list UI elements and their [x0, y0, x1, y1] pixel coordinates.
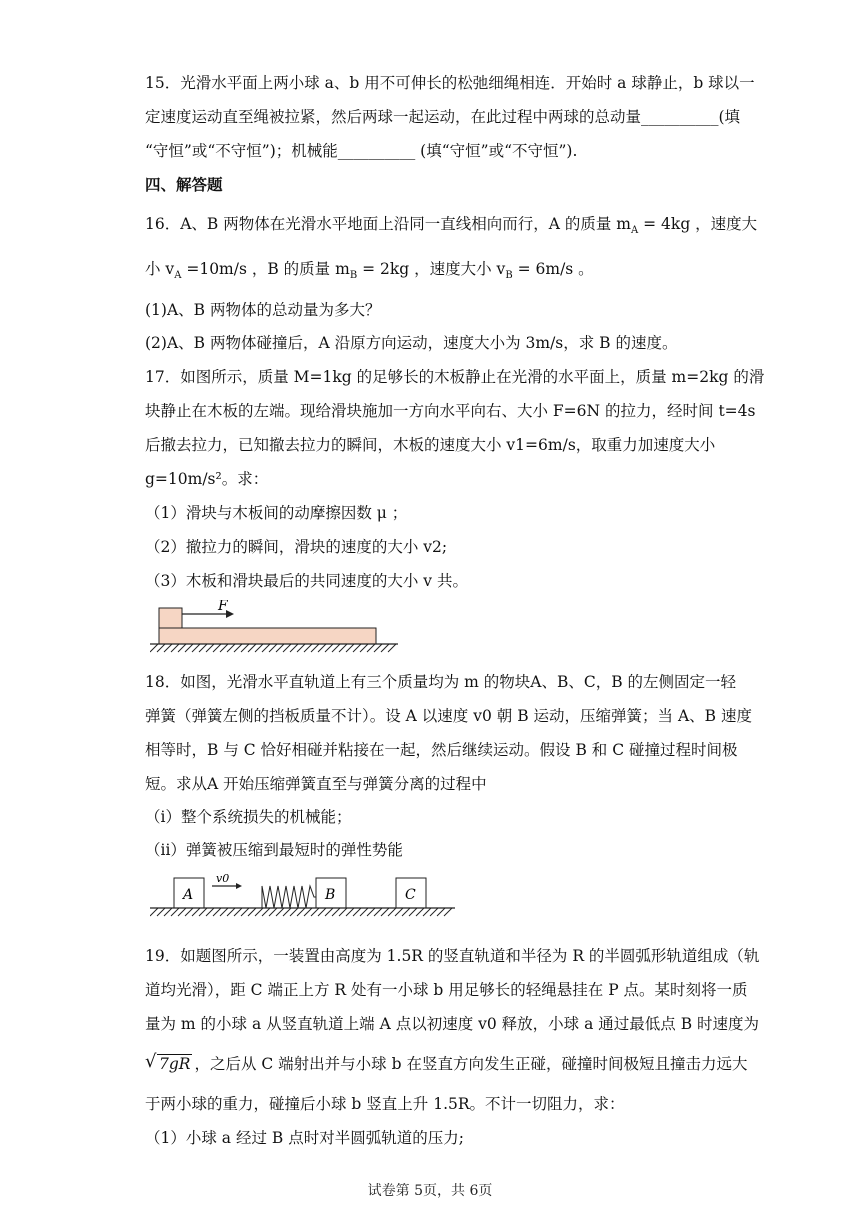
hatch-mark	[157, 908, 165, 916]
hatch-mark	[164, 908, 172, 916]
q16-part-2: (2)A、B 两物体碰撞后，A 沿原方向运动，速度大小为 3m/s，求 B 的速度。	[145, 334, 678, 352]
hatch-mark	[444, 908, 452, 916]
hatch-mark	[262, 644, 270, 652]
hatch-mark	[220, 644, 228, 652]
block-c-label: C	[405, 887, 416, 903]
q15-line-3: “守恒”或“不守恒”)；机械能__________ (填“守恒”或“不守恒”).	[145, 142, 578, 160]
hatch-mark	[262, 908, 270, 916]
hatch-mark	[178, 644, 186, 652]
hatch-mark	[297, 908, 305, 916]
hatch-mark	[234, 908, 242, 916]
hatch-mark	[339, 644, 347, 652]
block-a-label: A	[183, 887, 194, 903]
hatch-mark	[290, 644, 298, 652]
hatch-mark	[276, 908, 284, 916]
hatch-mark	[241, 644, 249, 652]
q15-line-2: 定速度运动直至绳被拉紧，然后两球一起运动，在此过程中两球的总动量__________(填	[145, 108, 741, 126]
q18-part-1: （i）整个系统损失的机械能；	[145, 808, 352, 826]
hatch-mark	[241, 908, 249, 916]
hatch-mark	[213, 644, 221, 652]
hatch-mark	[381, 908, 389, 916]
hatch-mark	[360, 908, 368, 916]
block-b-label: B	[325, 887, 336, 903]
force-label: F	[218, 600, 228, 614]
q19-line-4	[145, 1053, 747, 1075]
slider-block	[159, 608, 182, 628]
hatch-mark	[185, 908, 193, 916]
q19-part-1: （1）小球 a 经过 B 点时对半圆弧轨道的压力;	[145, 1129, 464, 1147]
hatch-mark	[367, 908, 375, 916]
hatch-mark	[374, 644, 382, 652]
hatch-mark	[283, 644, 291, 652]
q18-figure	[150, 872, 460, 924]
hatch-mark	[213, 908, 221, 916]
hatch-mark	[332, 908, 340, 916]
velocity-label: v0	[216, 872, 230, 885]
wood-board	[159, 628, 376, 644]
q16-l2-b: =10m/s ，B 的质量 m	[181, 260, 350, 278]
hatch-mark	[332, 644, 340, 652]
hatch-mark	[164, 644, 172, 652]
hatch-mark	[304, 644, 312, 652]
hatch-mark	[206, 644, 214, 652]
hatch-mark	[318, 644, 326, 652]
hatch-mark	[346, 644, 354, 652]
track-hatch	[150, 908, 452, 916]
hatch-mark	[388, 644, 396, 652]
q16-part-1: (1)A、B 两物体的总动量为多大？	[145, 301, 381, 319]
q17-part-3: （3）木板和滑块最后的共同速度的大小 v 共。	[145, 572, 468, 590]
q18-line-2: 弹簧（弹簧左侧的挡板质量不计）。设 A 以速度 v0 朝 B 运动，压缩弹簧；当 A、B 速度	[145, 707, 752, 725]
hatch-mark	[402, 908, 410, 916]
hatch-mark	[234, 644, 242, 652]
hatch-mark	[283, 908, 291, 916]
q18-line-3: 相等时，B 与 C 恰好相碰并粘接在一起，然后继续运动。假设 B 和 C 碰撞过程时间极	[145, 741, 738, 759]
sqrt-radicand: 7gR	[159, 1055, 191, 1073]
q17-line-4: g=10m/s²。求：	[145, 470, 269, 488]
hatch-mark	[430, 908, 438, 916]
q16-line-1	[145, 213, 757, 242]
hatch-mark	[367, 644, 375, 652]
q18-line-1: 18．如图，光滑水平直轨道上有三个质量均为 m 的物块A、B、C，B 的左侧固定一轻	[145, 673, 737, 691]
hatch-mark	[346, 908, 354, 916]
hatch-mark	[227, 644, 235, 652]
q17-part-1: （1）滑块与木板间的动摩擦因数 μ ；	[145, 504, 408, 522]
hatch-mark	[206, 908, 214, 916]
hatch-mark	[290, 908, 298, 916]
q16-l2-d: = 6m/s 。	[512, 260, 594, 278]
q18-line-4: 短。求从A 开始压缩弹簧直至与弹簧分离的过程中	[145, 775, 487, 793]
hatch-mark	[276, 644, 284, 652]
q16-line-1-rest: = 4kg ，速度大	[638, 215, 758, 233]
hatch-mark	[353, 644, 361, 652]
q16-sub-a: A	[630, 225, 639, 237]
hatch-mark	[353, 908, 361, 916]
hatch-mark	[248, 908, 256, 916]
section-heading: 四、解答题	[145, 175, 223, 194]
hatch-mark	[409, 908, 417, 916]
hatch-mark	[388, 908, 396, 916]
hatch-mark	[269, 644, 277, 652]
q16-l2-sub2: B	[349, 270, 358, 282]
q17-line-3: 后撤去拉力，已知撤去拉力的瞬间，木板的速度大小 v1=6m/s，取重力加速度大小	[145, 436, 716, 454]
hatch-mark	[192, 908, 200, 916]
q19-line-4-text: ，之后从 C 端射出并与小球 b 在竖直方向发生正碰，碰撞时间极短且撞击力远大	[194, 1055, 748, 1073]
q16-l2-c: = 2kg ，速度大小 v	[357, 260, 506, 278]
spring	[262, 886, 316, 908]
q17-part-2: （2）撤拉力的瞬间，滑块的速度的大小 v2;	[145, 538, 448, 556]
hatch-mark	[192, 644, 200, 652]
q16-l2-sub1: A	[174, 270, 182, 282]
hatch-mark	[318, 908, 326, 916]
q17-line-2: 块静止在木板的左端。现给滑块施加一方向水平向右、大小 F=6N 的拉力，经时间 t=4s	[145, 402, 756, 420]
hatch-mark	[150, 908, 158, 916]
hatch-mark	[171, 908, 179, 916]
q16-line-1-text: 16．A、B 两物体在光滑水平地面上沿同一直线相向而行，A 的质量 m	[145, 215, 631, 233]
q18-part-2: （ii）弹簧被压缩到最短时的弹性势能	[145, 841, 403, 859]
q16-l2-a: 小 v	[145, 260, 175, 278]
hatch-mark	[325, 644, 333, 652]
hatch-mark	[185, 644, 193, 652]
hatch-mark	[199, 908, 207, 916]
hatch-mark	[423, 908, 431, 916]
hatch-mark	[157, 644, 165, 652]
hatch-mark	[339, 908, 347, 916]
hatch-mark	[311, 908, 319, 916]
q19-line-1: 19．如题图所示，一装置由高度为 1.5R 的竖直轨道和半径为 R 的半圆弧形轨道组成（轨	[145, 947, 760, 965]
q17-line-1: 17．如图所示，质量 M=1kg 的足够长的木板静止在光滑的水平面上，质量 m=2kg 的滑	[145, 368, 765, 386]
hatch-mark	[297, 644, 305, 652]
hatch-mark	[416, 908, 424, 916]
hatch-mark	[360, 644, 368, 652]
page-footer: 试卷第 5页，共 6页	[367, 1183, 493, 1199]
hatch-mark	[437, 908, 445, 916]
hatch-mark	[248, 644, 256, 652]
hatch-mark	[171, 644, 179, 652]
sqrt-sign: √	[145, 1051, 157, 1072]
hatch-mark	[269, 908, 277, 916]
hatch-mark	[227, 908, 235, 916]
ground-hatch	[150, 644, 396, 652]
hatch-mark	[220, 908, 228, 916]
sqrt-expression	[145, 1053, 192, 1075]
q19-line-5: 于两小球的重力，碰撞后小球 b 竖直上升 1.5R。不计一切阻力，求：	[145, 1095, 625, 1113]
hatch-mark	[150, 644, 158, 652]
hatch-mark	[395, 908, 403, 916]
q15-line-1: 15．光滑水平面上两小球 a、b 用不可伸长的松弛细绳相连．开始时 a 球静止，b 球以一	[145, 74, 755, 92]
velocity-arrowhead	[236, 883, 242, 889]
hatch-mark	[255, 908, 263, 916]
hatch-mark	[325, 908, 333, 916]
q17-figure	[150, 600, 400, 662]
hatch-mark	[304, 908, 312, 916]
q19-line-3: 量为 m 的小球 a 从竖直轨道上端 A 点以初速度 v0 释放，小球 a 通过最低点 B 时速度为	[145, 1015, 760, 1033]
hatch-mark	[255, 644, 263, 652]
q16-line-2	[145, 258, 594, 287]
hatch-mark	[178, 908, 186, 916]
q19-line-2: 道均光滑），距 C 端正上方 R 处有一小球 b 用足够长的轻绳悬挂在 P 点。某时刻将一质	[145, 981, 748, 999]
q16-l2-sub3: B	[505, 270, 513, 282]
hatch-mark	[374, 908, 382, 916]
hatch-mark	[311, 644, 319, 652]
hatch-mark	[199, 644, 207, 652]
hatch-mark	[381, 644, 389, 652]
